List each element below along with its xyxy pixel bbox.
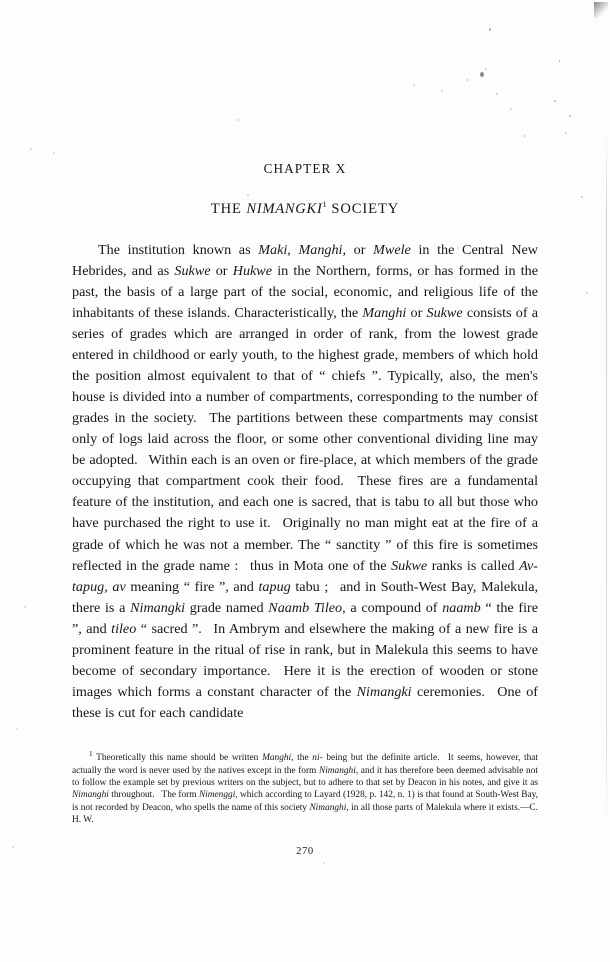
page-text-block — [72, 0, 538, 724]
page-edge-artifact — [606, 130, 607, 830]
chapter-title-suffix: SOCIETY — [326, 200, 400, 217]
chapter-label: CHAPTER X — [263, 161, 347, 176]
body-paragraph: The institution known as Maki, Manghi, or Mwele in the Central New Hebrides, and as Sukwe or Hukwe in the Northern, forms, or has formed in the past, the basis of a large part of the social, economic, and religious life of the inhabitants of these islands. Characteristically, the Manghi or Sukwe consists of a series of grades which are arranged in order of rank, from the lowest grade entered in childhood or early youth, to the highest grade, members of which hold the position almost equivalent to that of “ chiefs ”. Typically, also, the men's house is divided into a number of compartments, corresponding to the number of grades in the society. The partitions between these compartments may consist only of logs laid across the floor, or some other conventional dividing line may be adopted. Within each is an oven or fire-place, at which members of the grade occupying that compartment cook their food. These fires are a fundamental feature of the institution, and each one is sacred, that is tabu to all but those who have purchased the right to use it. Originally no man might eat at the fire of a grade of which he was not a member. The “ sanctity ” of this fire is sometimes reflected in the grade name : thus in Mota one of the Sukwe ranks is called Av-tapug, av meaning “ fire ”, and tapug tabu ; and in South-West Bay, Malekula, there is a Nimangki grade named Naamb Tileo, a compound of naamb “ the fire ”, and tileo “ sacred ”. In Ambrym and elsewhere the making of a new fire is a prominent feature in the ritual of rise in rank, but in Malekula this seems to have become of secondary importance. Here it is the erection of wooden or stone images which forms a constant character of the Nimangki ceremonies. One of these is cut for each candidate — [72, 241, 539, 721]
chapter-title-prefix: THE — [210, 200, 247, 217]
chapter-title-term: NIMANGKI — [246, 200, 323, 217]
footnote-reference-marker: 1 — [322, 199, 327, 209]
page-number: 270 — [296, 846, 314, 857]
page-title — [72, 199, 538, 218]
corner-smudge-artifact — [594, 2, 608, 18]
footnote: $^1$ Theoretically this name should be written Manghi, the ni- being but the definite article. It seems, however, that actually the word is never used by the natives except in the form Nimanghi, and it has therefore been deemed advisable not to follow the example set by previous writers on the subject, but to adhere to that set by Deacon in his notes, and give it as Nimanghi throughout. The form Nimenggi, which according to Layard (1928, p. 142, n. 1) is that found at South-West Bay, is not recorded by Deacon, who spells the name of this society Nimanghi, in all those parts of Malekula where it exists.—C. H. W. — [72, 750, 539, 826]
